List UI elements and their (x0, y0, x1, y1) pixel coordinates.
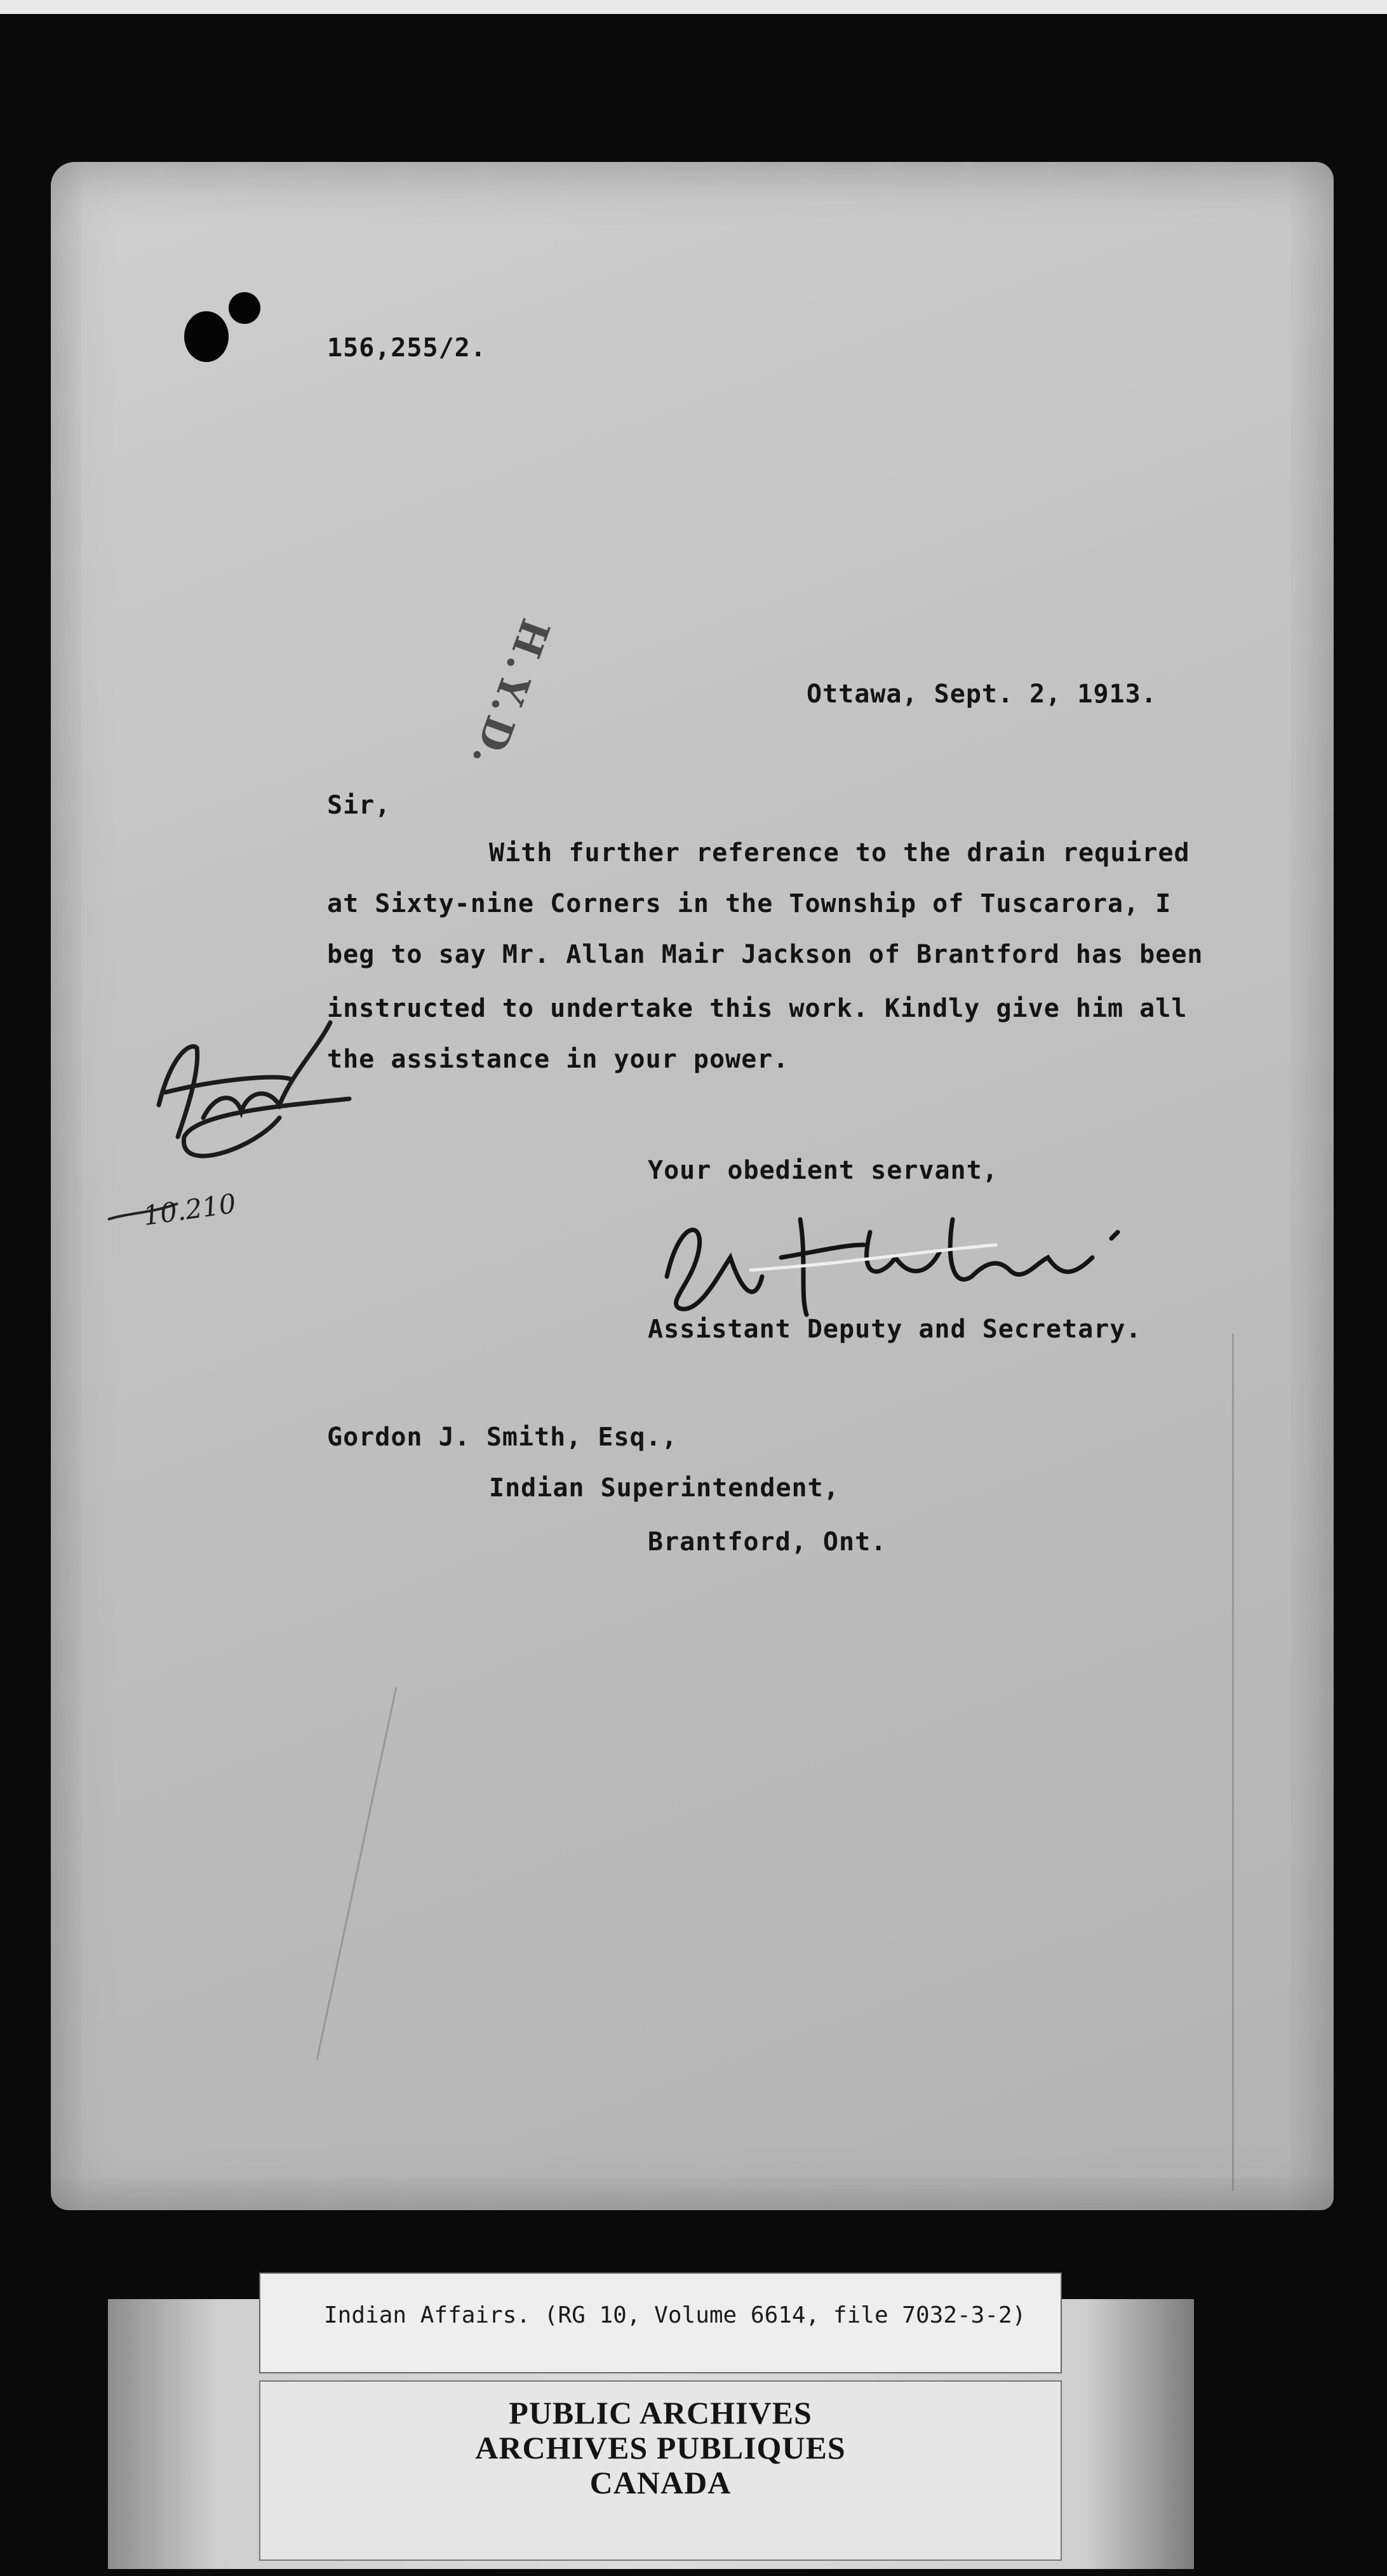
body-line: the assistance in your power. (327, 1045, 789, 1074)
initials-stamp: H.Y.D. (461, 613, 559, 777)
file-number: 156,255/2. (327, 333, 486, 363)
body-line: at Sixty-nine Corners in the Township of Tuscarora, I (327, 889, 1172, 918)
archive-name-fr: ARCHIVES PUBLIQUES (475, 2430, 846, 2465)
archive-reference: Indian Affairs. (RG 10, Volume 6614, file 7032-3-2) (324, 2302, 1026, 2328)
recipient-place: Brantford, Ont. (648, 1527, 887, 1557)
punch-hole (184, 311, 229, 362)
film-edge (0, 0, 1387, 14)
body-line: instructed to undertake this work. Kindly give him all (327, 994, 1188, 1023)
punch-hole (229, 292, 260, 324)
closing: Your obedient servant, (648, 1156, 998, 1185)
body-line: With further reference to the drain required (489, 838, 1190, 868)
recipient-name: Gordon J. Smith, Esq., (327, 1423, 678, 1452)
margin-note: 10.210 (141, 1188, 238, 1231)
signature (654, 1181, 1175, 1334)
salutation: Sir, (327, 791, 391, 820)
archive-name-en: PUBLIC ARCHIVES (509, 2395, 812, 2431)
recipient-title: Indian Superintendent, (489, 1473, 840, 1503)
dateline: Ottawa, Sept. 2, 1913. (807, 680, 1157, 709)
archive-country: CANADA (589, 2465, 732, 2500)
signer-title: Assistant Deputy and Secretary. (648, 1315, 1142, 1344)
paper-crease (1232, 1334, 1234, 2191)
body-line: beg to say Mr. Allan Mair Jackson of Brantford has been (327, 940, 1203, 969)
